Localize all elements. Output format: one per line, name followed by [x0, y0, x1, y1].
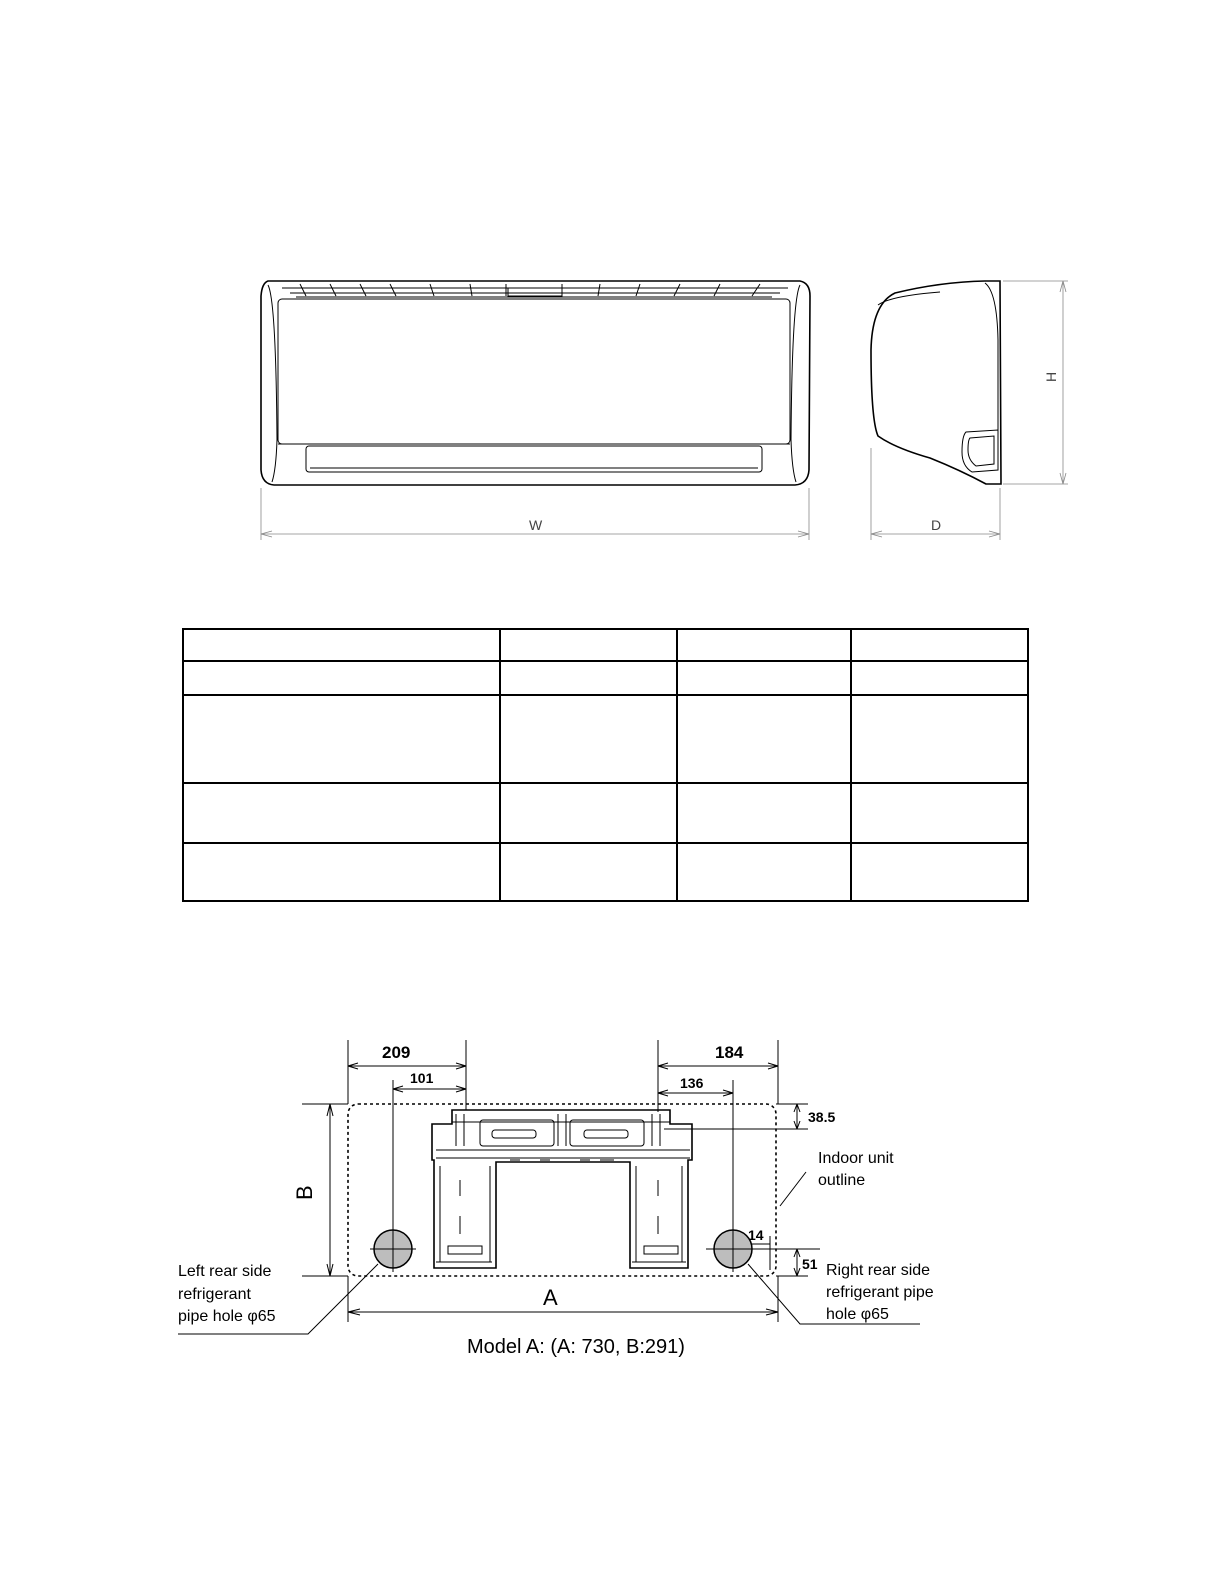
outline-note-line-2: outline: [818, 1172, 866, 1189]
dim-184: 184: [715, 1043, 744, 1062]
table-row: [183, 783, 1028, 843]
display-window: [508, 288, 562, 296]
table-cell: [500, 783, 677, 843]
right-hole-note-line-1: Right rear side: [826, 1262, 931, 1279]
left-hole-note-line-1: Left rear side: [178, 1263, 272, 1280]
dim-14: 14: [748, 1227, 764, 1243]
table-cell: [851, 783, 1028, 843]
table-row: [183, 661, 1028, 695]
table-cell: [500, 695, 677, 783]
table-cell: [677, 843, 852, 901]
dim-B: B: [292, 1185, 317, 1200]
dim-101: 101: [410, 1070, 434, 1086]
table-cell: [183, 629, 500, 661]
table-cell: [677, 695, 852, 783]
table-row: [183, 695, 1028, 783]
indoor-unit-side-view: [871, 281, 1068, 540]
outline-note: [818, 1150, 894, 1189]
table-cell: [500, 629, 677, 661]
depth-dim-label: D: [931, 517, 942, 533]
model-caption: Model A: (A: 730, B:291): [467, 1336, 685, 1358]
outline-note-line-1: Indoor unit: [818, 1150, 894, 1167]
table-cell: [851, 629, 1028, 661]
right-hole-note-line-2: refrigerant pipe: [826, 1284, 934, 1301]
grille-slats: [300, 284, 760, 296]
table-cell: [500, 661, 677, 695]
table-cell: [677, 783, 852, 843]
table-cell: [851, 695, 1028, 783]
mounting-plate-drawing: [178, 1040, 934, 1358]
table-row: [183, 629, 1028, 661]
left-hole-note-line-2: refrigerant: [178, 1286, 251, 1303]
table-cell: [183, 661, 500, 695]
right-hole-note-line-3: hole φ65: [826, 1306, 889, 1323]
dim-51: 51: [802, 1256, 818, 1272]
table-cell: [851, 843, 1028, 901]
dimension-table: [182, 628, 1029, 902]
table-cell: [183, 695, 500, 783]
dim-A: A: [543, 1285, 558, 1310]
table-row: [183, 843, 1028, 901]
width-dim-label: W: [529, 517, 543, 533]
table-cell: [677, 629, 852, 661]
table-cell: [851, 661, 1028, 695]
mounting-plate: [432, 1110, 692, 1268]
indoor-unit-front-view: [261, 281, 810, 540]
dim-136: 136: [680, 1075, 704, 1091]
height-dim-label: H: [1043, 371, 1059, 382]
right-hole-note: [826, 1262, 934, 1323]
left-hole-note: [178, 1263, 276, 1325]
table-cell: [677, 661, 852, 695]
dim-209: 209: [382, 1043, 411, 1062]
table-cell: [500, 843, 677, 901]
left-hole-note-line-3: pipe hole φ65: [178, 1308, 276, 1325]
table-cell: [183, 843, 500, 901]
dim-38-5: 38.5: [808, 1109, 836, 1125]
table-cell: [183, 783, 500, 843]
